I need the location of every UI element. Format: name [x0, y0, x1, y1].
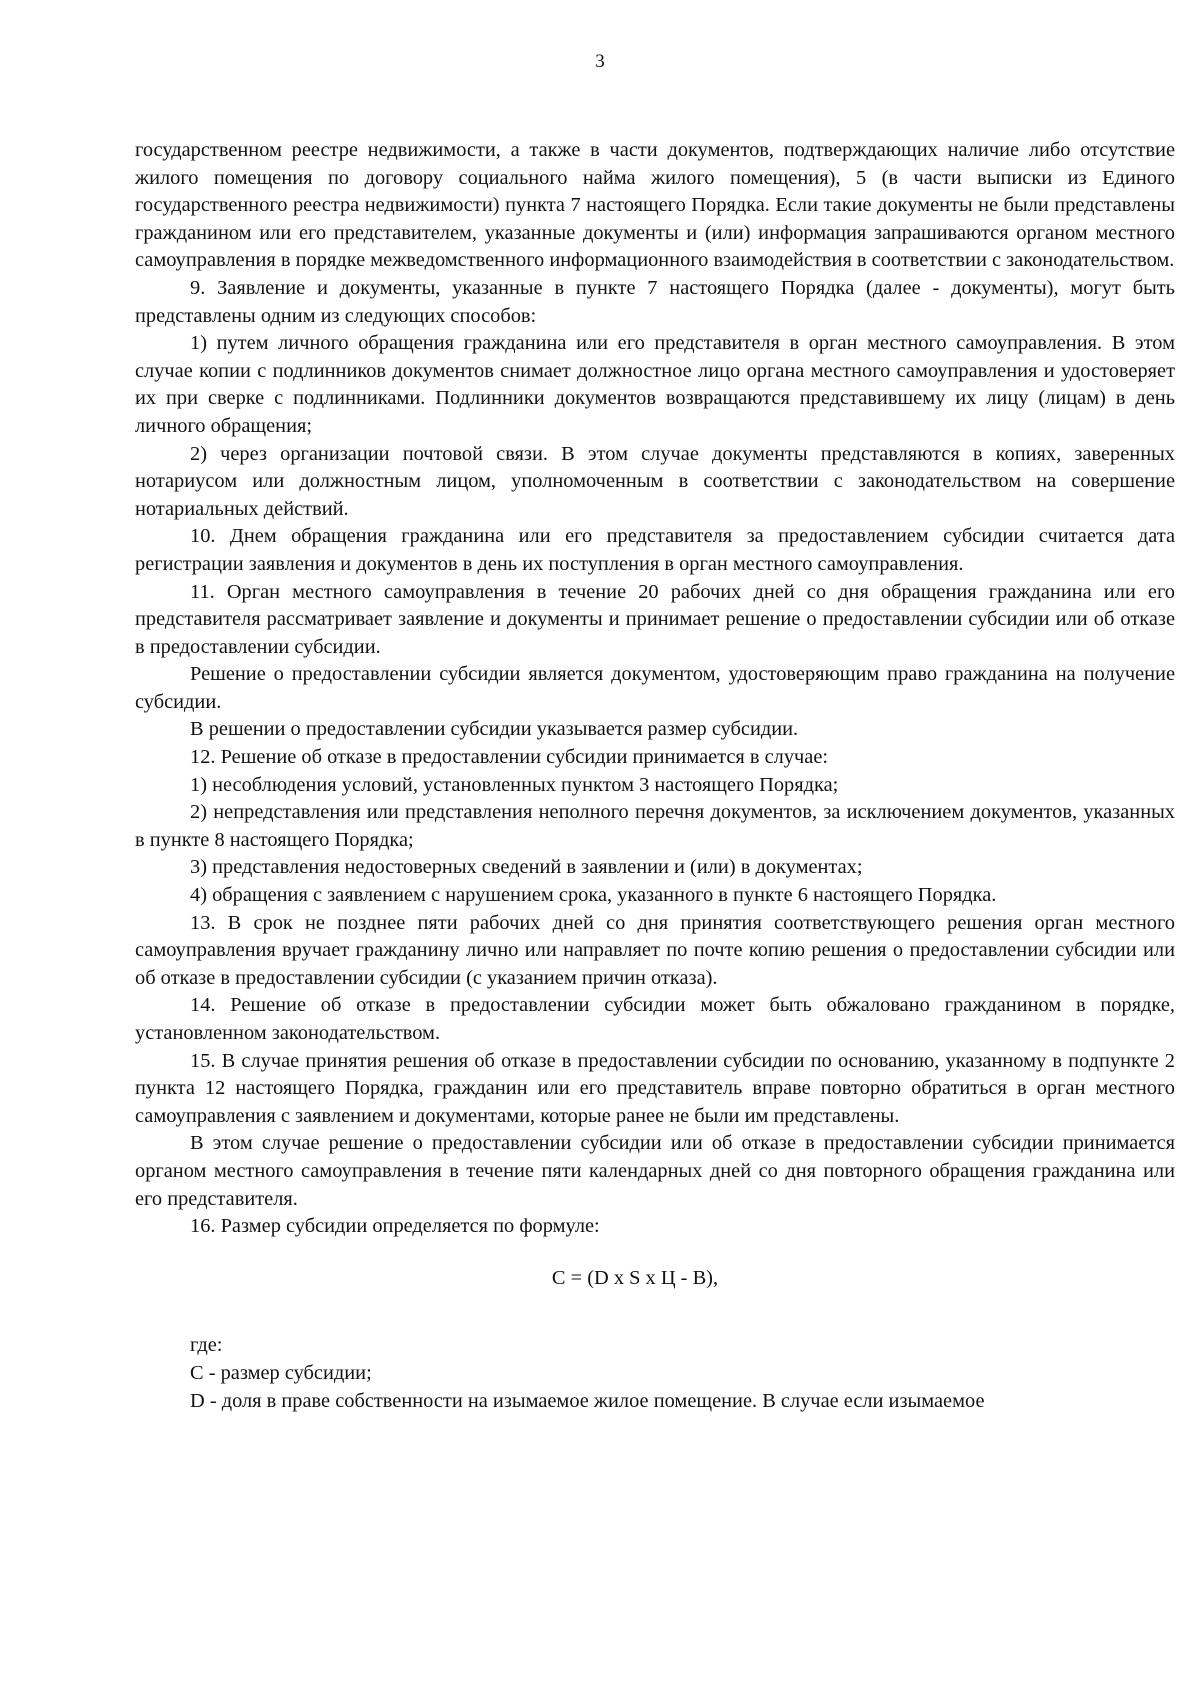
- paragraph-item-9: 9. Заявление и документы, указанные в пункте 7 настоящего Порядка (далее - документы), могут быть представлены одним из следующих способов:: [135, 276, 1175, 327]
- paragraph-item-12-2: 2) непредставления или представления неполного перечня документов, за исключением документов, указанных в пункте 8 настоящего Порядка;: [135, 801, 1175, 851]
- subsidy-formula: С = (D x S x Ц - В),: [551, 1266, 719, 1289]
- paragraph-item-9-1: 1) путем личного обращения гражданина или его представителя в орган местного самоуправления. В этом случае копии с подлинников документов снимает должностное лицо органа местного самоуправления и удостоверяет их при сверке с подлинниками. Подлинники документов возвращаются представившему их лицу (лицам) в день личного обращения;: [135, 332, 1175, 437]
- paragraph-item-12-4: 4) обращения с заявлением с нарушением срока, указанного в пункте 6 настоящего Порядка.: [190, 884, 997, 907]
- paragraph-item-11: 11. Орган местного самоуправления в течение 20 рабочих дней со дня обращения гражданина или его представителя рассматривает заявление и документы и принимает решение о предоставлении субсидии или об отказе в предоставлении субсидии.: [135, 580, 1175, 658]
- paragraph-item-11-decision: Решение о предоставлении субсидии является документом, удостоверяющим право гражданина на получение субсидии.: [135, 663, 1175, 713]
- paragraph-item-10: 10. Днем обращения гражданина или его представителя за предоставлением субсидии считается дата регистрации заявления и документов в день их поступления в орган местного самоуправления.: [135, 525, 1175, 575]
- paragraph-item-14: 14. Решение об отказе в предоставлении субсидии может быть обжаловано гражданином в порядке, установленном законодательством.: [135, 994, 1175, 1044]
- page-number: 3: [595, 51, 605, 72]
- paragraph-item-12-3: 3) представления недостоверных сведений в заявлении и (или) в документах;: [190, 856, 863, 879]
- formula-where: где:: [190, 1334, 223, 1357]
- paragraph-item-15-repeat: В этом случае решение о предоставлении субсидии или об отказе в предоставлении субсидии принимается органом местного самоуправления в течение пяти календарных дней со дня повторного обращения гражданина или его представителя.: [135, 1132, 1175, 1210]
- paragraph-continuation: государственном реестре недвижимости, а также в части документов, подтверждающих наличие либо отсутствие жилого помещения по договору социального найма жилого помещения), 5 (в части выписки из Единого государственного реестра недвижимости) пункта 7 настоящего Порядка. Если такие документы не были представлены гражданином или его представителем, указанные документы и (или) информация запрашиваются органом местного самоуправления в порядке межведомственного информационного взаимодействия в соответствии с законодательством.: [135, 139, 1175, 272]
- paragraph-item-13: 13. В срок не позднее пяти рабочих дней со дня принятия соответствующего решения орган местного самоуправления вручает гражданину лично или направляет по почте копию решения о предоставлении субсидии или об отказе в предоставлении субсидии (с указанием причин отказа).: [135, 911, 1175, 989]
- formula-definition-d: D - доля в праве собственности на изымаемое жилое помещение. В случае если изымаемое: [190, 1389, 985, 1412]
- paragraph-item-16: 16. Размер субсидии определяется по формуле:: [190, 1215, 600, 1238]
- paragraph-item-9-2: 2) через организации почтовой связи. В этом случае документы представляются в копиях, заверенных нотариусом или должностным лицом, уполномоченным в соответствии с законодательством на совершение нотариальных действий.: [135, 442, 1175, 520]
- paragraph-item-12: 12. Решение об отказе в предоставлении субсидии принимается в случае:: [190, 746, 829, 769]
- paragraph-item-15: 15. В случае принятия решения об отказе в предоставлении субсидии по основанию, указанному в подпункте 2 пункта 12 настоящего Порядка, гражданин или его представитель вправе повторно обратиться в орган местного самоуправления с заявлением и документами, которые ранее не были им представлены.: [135, 1049, 1175, 1127]
- formula-definition-c: С - размер субсидии;: [190, 1361, 372, 1384]
- paragraph-item-12-1: 1) несоблюдения условий, установленных пунктом 3 настоящего Порядка;: [190, 773, 839, 796]
- paragraph-item-11-amount: В решении о предоставлении субсидии указывается размер субсидии.: [190, 718, 799, 741]
- document-body: [135, 137, 1175, 1415]
